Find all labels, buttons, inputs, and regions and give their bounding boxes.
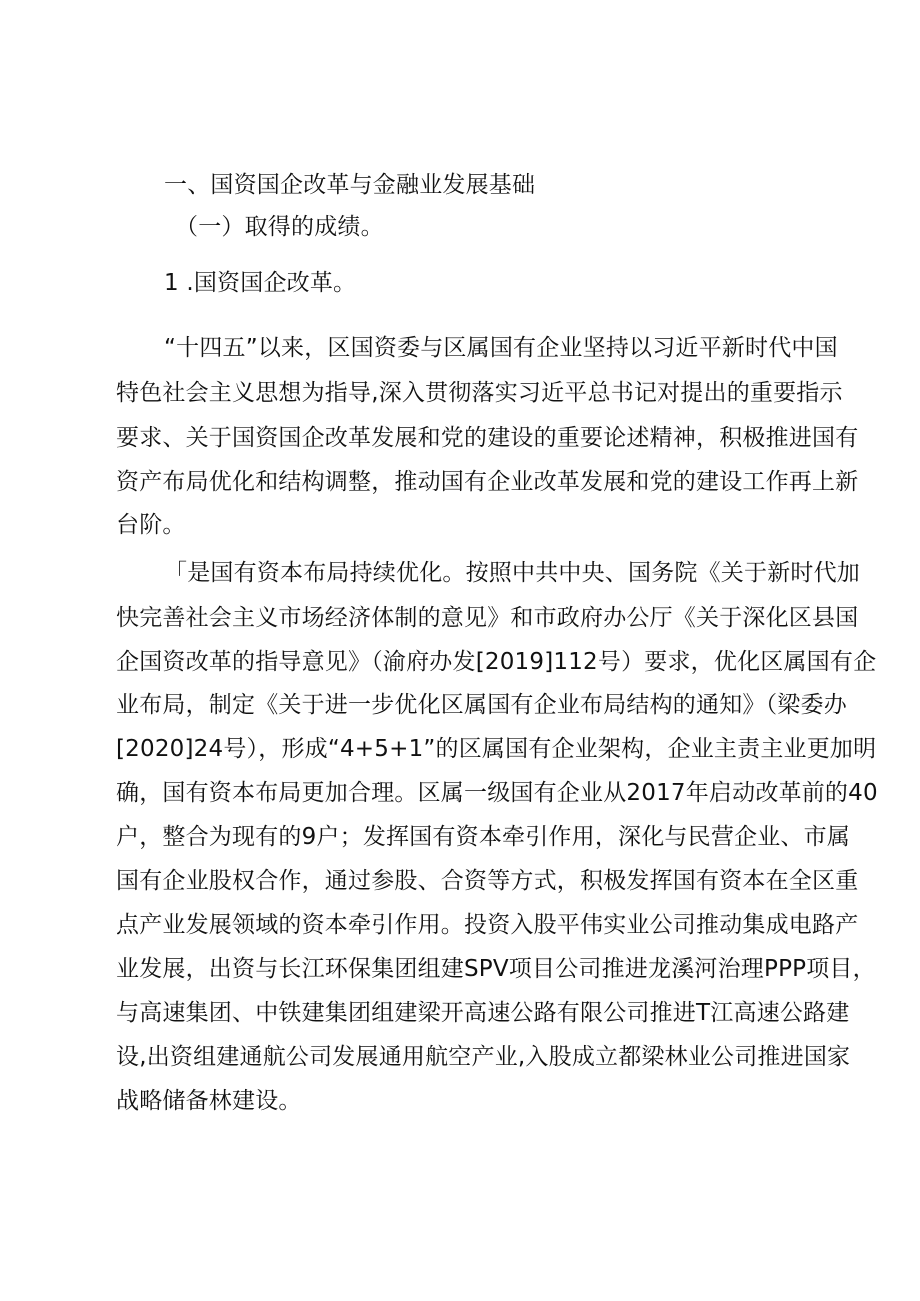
paragraph-2-line: 战略储备林建设。 [116,1088,302,1114]
paragraph-1-line: “十四五”以来，区国资委与区属国有企业坚持以习近平新时代中国 [164,335,838,361]
paragraph-2-line: 「是国有资本布局持续优化。按照中共中央、国务院《关于新时代加 [164,560,860,586]
paragraph-2-line: 国有企业股权合作，通过参股、合资等方式，积极发挥国有资本在全区重 [116,868,859,894]
item-heading: 1 .国资国企改革。 [164,270,357,296]
paragraph-2-line: 与高速集团、中铁建集团组建梁开高速公路有限公司推进T江高速公路建 [116,1000,850,1026]
section-heading: 一、国资国企改革与金融业发展基础 [164,172,536,198]
paragraph-1-line: 要求、关于国资国企改革发展和党的建设的重要论述精神，积极推进国有 [116,425,859,451]
subsection-heading: （一）取得的成绩。 [175,214,384,240]
paragraph-1-line: 特色社会主义思想为指导,深入贯彻落实习近平总书记对提出的重要指示 [116,380,843,406]
paragraph-1-line: 资产布局优化和结构调整，推动国有企业改革发展和党的建设工作再上新 [116,469,859,495]
paragraph-2-line: 设,出资组建通航公司发展通用航空产业,入股成立都梁林业公司推进国家 [116,1044,851,1070]
paragraph-2-line: 业发展，出资与长江环保集团组建SPV项目公司推进龙溪河治理PPP项目， [116,956,876,982]
paragraph-2-line: 确，国有资本布局更加合理。区属一级国有企业从2017年启动改革前的40 [116,780,878,806]
paragraph-2-line: 业布局，制定《关于进一步优化区属国有企业布局结构的通知》（梁委办 [116,692,847,718]
paragraph-2-line: 点产业发展领域的资本牵引作用。投资入股平伟实业公司推动集成电路产 [116,912,859,938]
paragraph-2-line: [2020]24号），形成“4+5+1”的区属国有企业架构，企业主责主业更加明 [116,736,877,762]
paragraph-2-line: 户，整合为现有的9户；发挥国有资本牵引作用，深化与民营企业、市属 [116,824,851,850]
paragraph-1-line: 台阶。 [116,512,186,538]
paragraph-2-line: 企国资改革的指导意见》（渝府办发[2019]112号）要求，优化区属国有企 [116,649,877,675]
paragraph-2-line: 快完善社会主义市场经济体制的意见》和市政府办公厅《关于深化区县国 [116,605,859,631]
